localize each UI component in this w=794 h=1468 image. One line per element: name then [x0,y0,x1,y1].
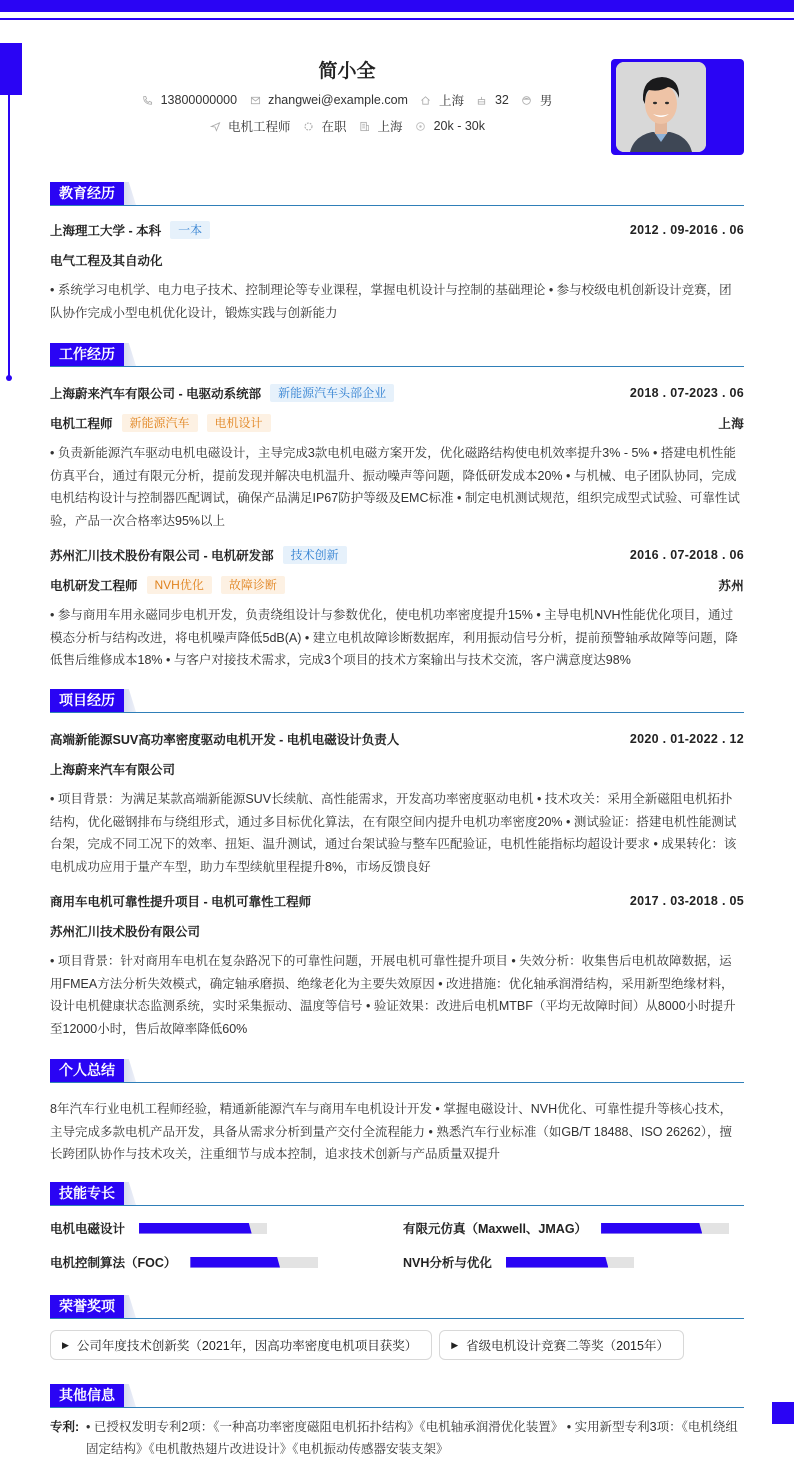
top-accent-band [0,0,794,12]
project-date: 2017 . 03-2018 . 05 [629,894,744,908]
skill-bar-fill [139,1223,252,1234]
section-work [50,343,744,672]
section-title: 工作经历 [50,343,124,366]
phone-icon [142,94,154,106]
job-role: 电机研发工程师 [50,579,138,593]
summary-text: 8年汽车行业电机工程师经验，精通新能源汽车与商用车电机设计开发 • 掌握电磁设计、NVH优化、可靠性提升等核心技术，主导完成多款电机产品开发，具备从需求分析到量产交付全流程能力 • 熟悉汽车行业标准（如GB/T 18488、ISO 26262），擅长跨团队协作与技术攻关，注重细节与成本控制，追求技术创新与产品质量双提升 [50,1102,733,1161]
section-title: 项目经历 [50,689,124,712]
job-date: 2016 . 07-2018 . 06 [629,548,744,562]
project-date: 2020 . 01-2022 . 12 [629,732,744,746]
photo-frame [611,59,744,155]
skill-bar [506,1257,634,1268]
info-row-2 [50,113,644,139]
project-description: • 项目背景：为满足某款高端新能源SUV长续航、高性能需求，开发高功率密度驱动电机 • 技术攻关：采用全新磁阻电机拓扑结构，优化磁钢排布与绕组形式，通过多目标优化算法，在有限空间内提升电机功率密度20% • 测试验证：搭建电机性能测试台架，完成不同工况下的效率、扭矩、温升测试，通过台架试验与整车匹配验证，电机性能指标均超设计要求 • 成果转化：该电机成功应用于量产车型，助力车型续航里程提升8%，市场反馈良好 [50,792,737,874]
job-row [50,378,744,408]
section-header [50,689,744,713]
info-gender: 男 [521,91,553,109]
info-work-city: 上海 [359,117,403,135]
section-header [50,1384,744,1408]
role-tag: 新能源汽车 [122,414,198,432]
left-accent-dot [6,375,12,381]
skill-item: NVH分析与优化 [403,1251,744,1273]
project-org: 上海蔚来汽车有限公司 [50,763,176,777]
section-title: 荣誉奖项 [50,1295,124,1318]
section-title: 教育经历 [50,182,124,205]
skill-bar-fill [190,1257,280,1268]
section-header [50,182,744,206]
project-row [50,724,744,754]
info-phone: 13800000000 [142,93,237,107]
info-position: 电机工程师 [209,117,291,135]
info-salary: 20k - 30k [415,119,485,133]
section-title: 技能专长 [50,1182,124,1205]
other-value: • 已授权发明专利2项：《一种高功率密度磁阻电机拓扑结构》《电机轴承润滑优化装置》 • 实用新型专利3项：《电机绕组固定结构》《电机散热翅片改进设计》《电机振动传感器安装支架》 [86,1420,738,1456]
project-name: 高端新能源SUV高功率密度驱动电机开发 - 电机电磁设计负责人 [50,733,400,747]
major-row [50,245,744,275]
role-tag: NVH优化 [147,576,212,594]
right-accent-block [772,1402,794,1424]
info-row-1 [50,87,644,113]
skills-grid [50,1217,744,1273]
candidate-name: 简小全 [318,61,376,82]
company-name: 上海蔚来汽车有限公司 - 电驱动系统部 [50,387,262,401]
job-city: 上海 [718,417,744,431]
age-icon [476,94,488,106]
top-accent-line [0,18,794,20]
school-name: 上海理工大学 - 本科 [50,224,162,238]
job-city: 苏州 [718,579,744,593]
status-icon [303,120,315,132]
other-item [50,1416,744,1460]
building-icon [359,120,371,132]
section-education [50,182,744,324]
skill-bar [139,1223,267,1234]
profile-header [50,55,644,139]
section-summary [50,1059,744,1166]
section-title: 个人总结 [50,1059,124,1082]
salary-icon [415,120,427,132]
role-row [50,408,744,438]
skill-bar-fill [506,1257,608,1268]
section-header [50,1295,744,1319]
role-tag: 故障诊断 [221,576,285,594]
avatar [616,62,706,152]
award-item: ▶ 公司年度技术创新奖（2021年，因高功率密度电机项目获奖） [50,1330,432,1360]
send-icon [209,120,221,132]
company-name: 苏州汇川技术股份有限公司 - 电机研发部 [50,549,274,563]
triangle-right-icon: ▶ [451,1339,459,1350]
skill-bar [601,1223,729,1234]
edu-description: • 系统学习电机学、电力电子技术、控制理论等专业课程，掌握电机设计与控制的基础理论 • 参与校级电机创新设计竞赛，团队协作完成小型电机优化设计，锻炼实践与创新能力 [50,283,732,320]
edu-date: 2012 . 09-2016 . 06 [629,223,744,237]
info-email: zhangwei@example.com [249,93,408,107]
gender-icon [521,94,533,106]
job-date: 2018 . 07-2023 . 06 [629,386,744,400]
award-item: ▶ 省级电机设计竞赛二等奖（2015年） [439,1330,684,1360]
role-tag: 电机设计 [207,414,271,432]
job-role: 电机工程师 [50,417,113,431]
section-header [50,343,744,367]
left-accent-block [0,43,22,95]
project-org-row [50,916,744,946]
project-row [50,886,744,916]
job-row [50,540,744,570]
home-icon [420,94,432,106]
role-row [50,570,744,600]
skill-bar [190,1257,318,1268]
school-tag: 一本 [170,221,210,239]
major: 电气工程及其自动化 [50,254,163,268]
project-org: 苏州汇川技术股份有限公司 [50,925,201,939]
project-org-row [50,754,744,784]
info-status: 在职 [303,117,347,135]
section-awards [50,1295,744,1360]
awards-list [50,1330,744,1360]
info-location: 上海 [420,91,464,109]
skill-item: 电机控制算法（FOC） [50,1251,403,1273]
project-description: • 项目背景：针对商用车电机在复杂路况下的可靠性问题，开展电机可靠性提升项目 • 失效分析：收集售后电机故障数据，运用FMEA方法分析失效模式，确定轴承磨损、绝缘老化为主要失效原因 • 改进措施：优化轴承润滑结构，采用新型绝缘材料，设计电机健康状态监测系统，实时采集振动、温度等信号 • 验证效果：改进后电机MTBF（平均无故障时间）从8000小时提升至12000小时，售后故障率降低60% [50,954,736,1036]
job-description: • 负责新能源汽车驱动电机电磁设计，主导完成3款电机电磁方案开发，优化磁路结构使电机效率提升3% - 5% • 搭建电机性能仿真平台，通过有限元分析，提前发现并解决电机温升、振动噪声等问题，降低研发成本20% • 与机械、电子团队协同，完成电机结构设计与控制器匹配调试，确保产品满足IP67防护等级及EMC标准 • 制定电机测试规范，组织完成型式试验、可靠性试验，产品一次合格率达95%以上 [50,446,740,528]
skill-item: 电机电磁设计 [50,1217,403,1239]
project-name: 商用车电机可靠性提升项目 - 电机可靠性工程师 [50,895,312,909]
section-header [50,1182,744,1206]
skill-item: 有限元仿真（Maxwell、JMAG） [403,1217,744,1239]
section-title: 其他信息 [50,1384,124,1407]
job-description: • 参与商用车用永磁同步电机开发，负责绕组设计与参数优化，使电机功率密度提升15% • 主导电机NVH性能优化项目，通过模态分析与结构改进，将电机噪声降低5dB(A) • 建立电机故障诊断数据库，利用振动信号分析，提前预警轴承故障等问题，降低售后维修成本18% • 与客户对接技术需求，完成3个项目的技术方案输出与技术交流，客户满意度达98% [50,608,738,667]
triangle-right-icon: ▶ [62,1339,69,1350]
company-tag: 技术创新 [283,546,347,564]
section-projects [50,689,744,1040]
skill-bar-fill [601,1223,702,1234]
other-key: 专利: [50,1420,80,1434]
mail-icon [249,94,261,106]
section-other [50,1384,744,1460]
edu-row [50,215,744,245]
left-accent-rail [8,95,10,377]
info-age: 32 [476,93,509,107]
section-skills [50,1182,744,1273]
company-tag: 新能源汽车头部企业 [270,384,394,402]
section-header [50,1059,744,1083]
